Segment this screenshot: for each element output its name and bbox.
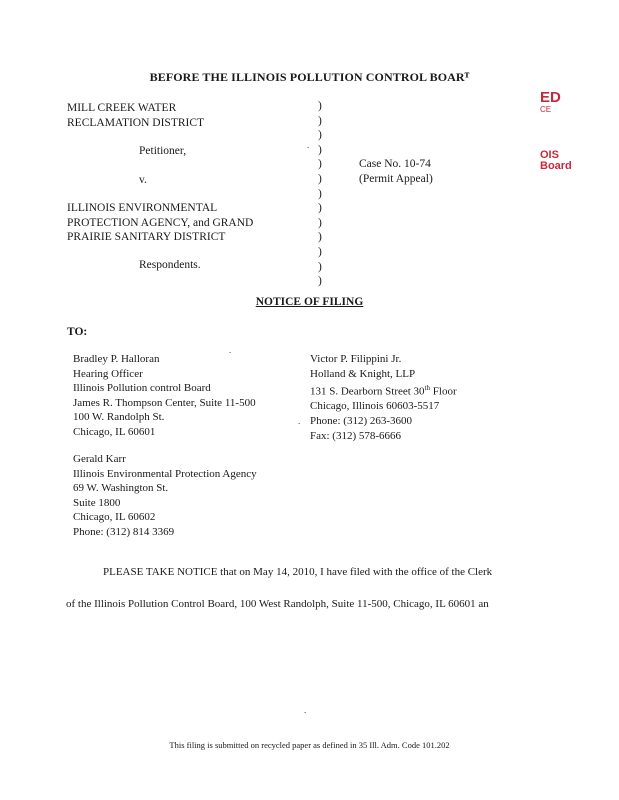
paren: ) (318, 275, 322, 288)
floor-label: Floor (430, 385, 457, 398)
paren: ) (318, 158, 322, 171)
paren: ) (318, 216, 322, 229)
case-number: Case No. 10-74 (359, 158, 431, 170)
petitioner-name-line-2: RECLAMATION DISTRICT (67, 116, 205, 129)
paren: ) (318, 172, 322, 185)
stamp-line-4: Board (540, 160, 572, 172)
document-title: BEFORE THE ILLINOIS POLLUTION CONTROL BOARᵀ (149, 70, 470, 84)
address-line: Suite 1800 (73, 496, 121, 509)
case-number-block (359, 157, 433, 186)
respondent-name-line-2: PROTECTION AGENCY, and GRAND (67, 216, 254, 229)
address-line: Holland & Knight, LLP (310, 367, 416, 380)
address-line: 69 W. Washington St. (73, 482, 169, 495)
respondent-name-line-3: PRAIRIE SANITARY DISTRICT (67, 231, 226, 243)
address-line: Chicago, Illinois 60603-5517 (310, 400, 440, 413)
address-line: 100 W. Randolph St. (73, 411, 165, 424)
address-line: Illinois Pollution control Board (73, 382, 211, 395)
addressee-hearing-officer (73, 352, 256, 440)
notice-heading: NOTICE OF FILING (255, 296, 364, 308)
paren: ) (318, 202, 322, 215)
paren: ) (318, 260, 322, 273)
recycled-paper-footer: This filing is submitted on recycled paper as defined in 35 Ill. Adm. Code 101.202 (169, 740, 450, 750)
address-line: Phone: (312) 814 3369 (73, 525, 175, 538)
address-line: Phone: (312) 263-3600 (310, 415, 413, 428)
petitioner-name-line-1: MILL CREEK WATER (67, 102, 177, 114)
addressee-counsel (310, 352, 457, 443)
stamp-line-2: CE (540, 105, 552, 114)
paren: ) (318, 129, 322, 142)
paren: ) (318, 100, 322, 112)
case-type: (Permit Appeal) (359, 172, 433, 185)
case-caption (67, 101, 253, 272)
address-line: Bradley P. Halloran (73, 353, 160, 365)
ordinal-suffix: th (424, 384, 431, 393)
address-line: Hearing Officer (73, 367, 143, 380)
caption-parentheses (318, 99, 322, 289)
address-line: Chicago, IL 60601 (73, 425, 156, 438)
stamp-line-3: OIS (540, 149, 559, 161)
paren: ) (318, 245, 322, 258)
street-address: 131 S. Dearborn Street 30 (310, 385, 425, 398)
stray-mark: . (229, 345, 232, 355)
notice-body-line-2: of the Illinois Pollution Control Board, 100 West Randolph, Suite 11-500, Chicago, IL 60601 an (66, 598, 489, 610)
petitioner-label: Petitioner, (139, 145, 187, 157)
stamp-line-1: ED (540, 89, 561, 106)
address-line: Illinois Environmental Protection Agency (73, 467, 257, 480)
notice-body-line-1: PLEASE TAKE NOTICE that on May 14, 2010, I have filed with the office of the Clerk (103, 566, 493, 578)
clerk-stamp (540, 90, 619, 172)
paren: ) (318, 143, 322, 156)
stray-mark: . (304, 705, 307, 715)
respondent-name-line-1: ILLINOIS ENVIRONMENTAL (67, 202, 218, 214)
paren: ) (318, 231, 322, 244)
address-line: James R. Thompson Center, Suite 11-500 (73, 396, 256, 409)
paren: ) (318, 114, 322, 127)
addressee-agency (73, 452, 257, 540)
address-line (310, 381, 457, 399)
paren: ) (318, 187, 322, 200)
stray-mark: . (307, 140, 310, 150)
address-line: Chicago, IL 60602 (73, 511, 156, 524)
address-line: Victor P. Filippini Jr. (310, 353, 402, 365)
address-line: Gerald Karr (73, 453, 126, 465)
respondent-label: Respondents. (139, 258, 201, 271)
stray-mark: . (298, 416, 301, 426)
address-line: Fax: (312) 578-6666 (310, 429, 402, 442)
to-label: TO: (67, 326, 88, 338)
versus: v. (139, 173, 147, 186)
